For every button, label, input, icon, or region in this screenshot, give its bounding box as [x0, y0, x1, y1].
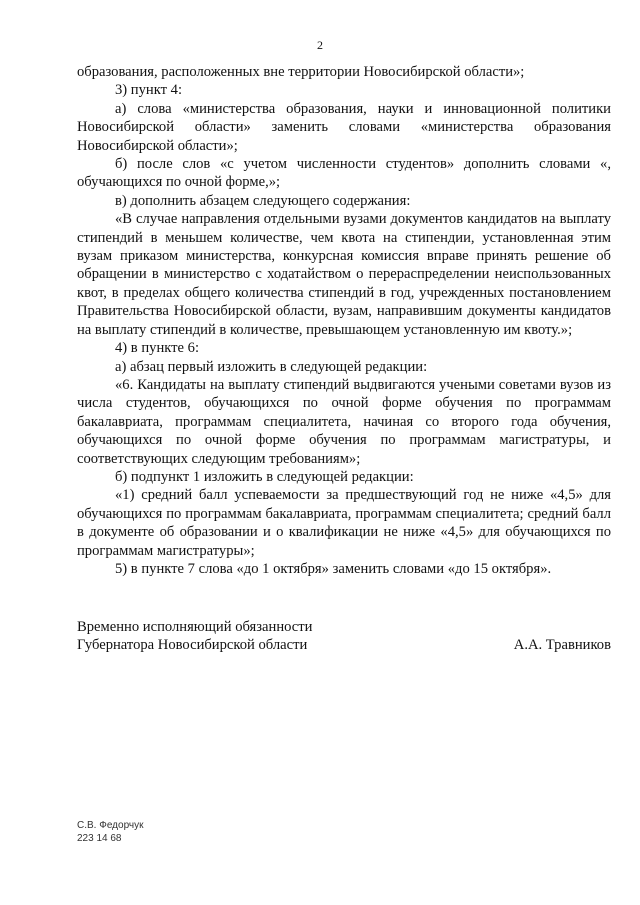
paragraph: 4) в пункте 6:	[115, 340, 200, 357]
paragraph: в) дополнить абзацем следующего содержания:	[115, 192, 411, 209]
signature-block	[77, 618, 611, 655]
paragraph: а) слова «министерства образования, науки и инновационной политики Новосибирской области» заменить словами «министерства образования Новосибирской области»;	[77, 100, 611, 154]
paragraph: «6. Кандидаты на выплату стипендий выдвигаются учеными советами вузов из числа студентов, обучающихся по очной форме обучения по программам бакалавриата, программам специалитета, начиная со второго года обучения, обучающихся по очной форме обучения по программам магистратуры, и соответствующих следующим требованиям»;	[77, 376, 611, 467]
signatory-name: А.А. Травников	[513, 637, 611, 654]
paragraph: б) подпункт 1 изложить в следующей редакции:	[115, 468, 414, 485]
paragraph: 3) пункт 4:	[115, 82, 182, 99]
paragraph: б) после слов «с учетом численности студентов» дополнить словами «, обучающихся по очной форме,»;	[77, 156, 611, 191]
executor-name: С.В. Федорчук	[77, 820, 144, 831]
paragraph: «В случае направления отдельными вузами документов кандидатов на выплату стипендий в меньшем количестве, чем квота на стипендии, установленная этим вузам приказом министерства, конкурсная комиссия вправе принять решение об обращении в министерство с ходатайством о перераспределении неиспользованных квот, в пределах общего количества стипендий в год, учрежденных постановлением Правительства Новосибирской области, вузам, направившим документы кандидатов на выплату стипендий в количестве, превышающем установленную им квоту.»;	[77, 211, 611, 338]
paragraph: а) абзац первый изложить в следующей редакции:	[115, 358, 428, 375]
signature-position-line-2: Губернатора Новосибирской области	[77, 637, 308, 654]
signature-position-line-1: Временно исполняющий обязанности	[77, 619, 313, 635]
document-body	[77, 63, 611, 578]
paragraph: образования, расположенных вне территории Новосибирской области»;	[77, 64, 525, 80]
paragraph: 5) в пункте 7 слова «до 1 октября» заменить словами «до 15 октября».	[115, 560, 552, 577]
executor-phone: 223 14 68	[77, 833, 122, 844]
executor-footer	[77, 819, 144, 845]
paragraph: «1) средний балл успеваемости за предшествующий год не ниже «4,5» для обучающихся по программам бакалавриата, программам специалитета; средний балл в документе об образовании и о квалификации не ниже «4,5» для обучающихся по программам магистратуры»;	[77, 487, 611, 559]
page-number: 2	[317, 38, 323, 52]
